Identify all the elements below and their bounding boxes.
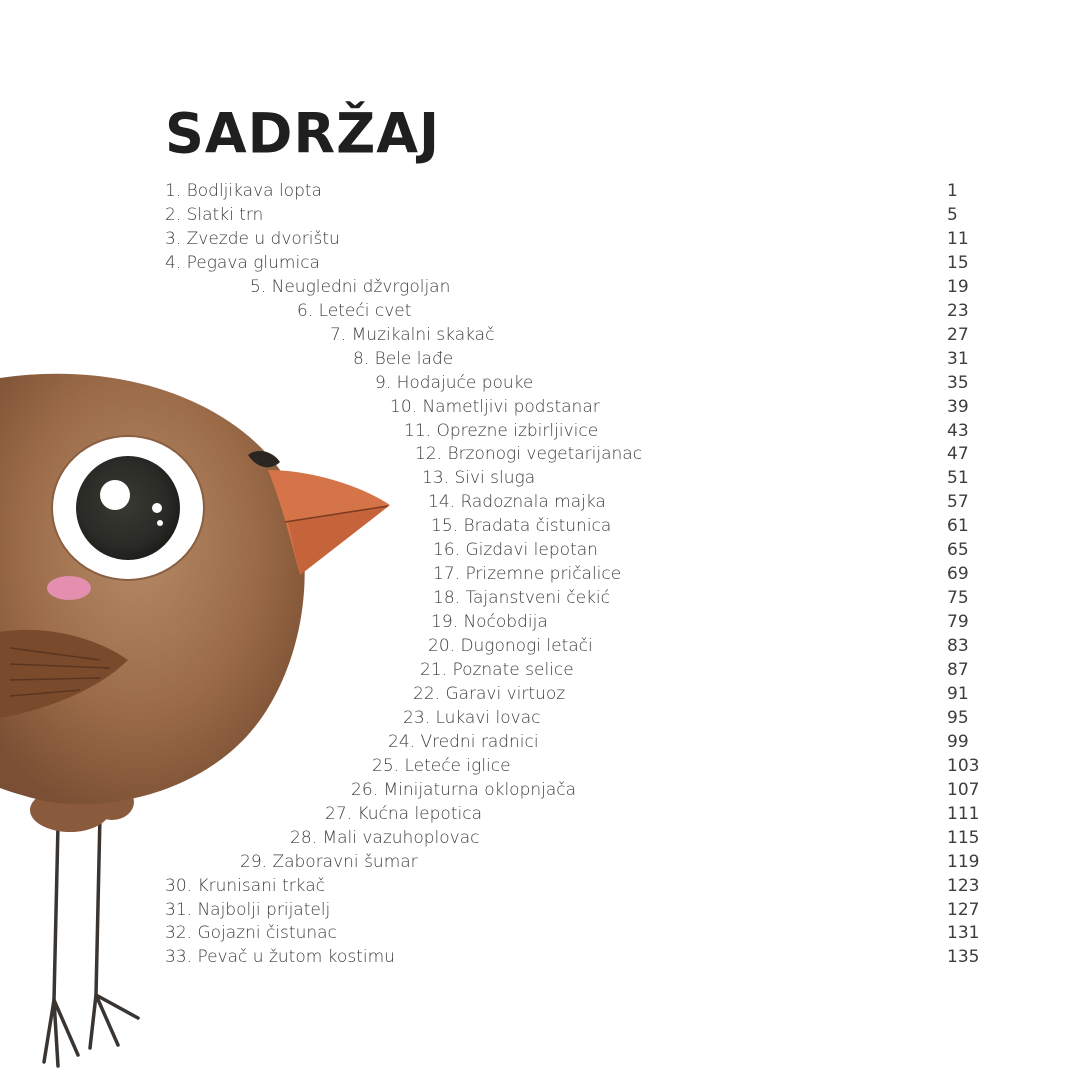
toc-entry-page-number: 111 <box>947 803 980 824</box>
toc-entry-title: 18. Tajanstveni čekić <box>433 588 611 609</box>
toc-entry-title: 21. Poznate selice <box>420 660 574 680</box>
toc-entry-title: 13. Sivi sluga <box>422 468 536 489</box>
toc-entry-title: 6. Leteći cvet <box>297 300 412 321</box>
toc-entry-page-number: 135 <box>947 947 980 968</box>
toc-entry-title: 15. Bradata čistunica <box>431 516 612 537</box>
toc-entry-page-number: 47 <box>947 444 969 465</box>
toc-entry-page-number: 51 <box>947 468 969 489</box>
toc-entry-page-number: 27 <box>947 324 969 345</box>
toc-entry-title: 22. Garavi virtuoz <box>413 683 566 704</box>
toc-entry-title: 16. Gizdavi lepotan <box>433 540 598 561</box>
toc-entry-title: 27. Kućna lepotica <box>325 803 482 824</box>
toc-entry-page-number: 107 <box>947 779 980 800</box>
toc-entry-page-number: 5 <box>947 204 958 225</box>
toc-entry-page-number: 99 <box>947 731 969 752</box>
toc-entry-title: 7. Muzikalni skakač <box>330 324 495 345</box>
toc-entry-page-number: 19 <box>947 276 969 297</box>
toc-entry-title: 29. Zaboravni šumar <box>240 851 418 872</box>
toc-entry-title: 17. Prizemne pričalice <box>433 564 622 585</box>
toc-entry-page-number: 79 <box>947 612 969 633</box>
toc-entry-title: 2. Slatki trn <box>165 204 264 225</box>
toc-entry-title: 28. Mali vazuhoplovac <box>290 827 480 848</box>
toc-entry-page-number: 23 <box>947 300 969 321</box>
toc-entry-page-number: 91 <box>947 683 969 704</box>
toc-entry-title: 33. Pevač u žutom kostimu <box>165 947 395 968</box>
toc-entry-title: 32. Gojazni čistunac <box>165 923 337 944</box>
toc-entry-page-number: 87 <box>947 660 969 680</box>
toc-entry-title: 24. Vredni radnici <box>388 731 539 752</box>
toc-entry-title: 9. Hodajuće pouke <box>375 372 534 393</box>
toc-entry-page-number: 123 <box>947 875 980 896</box>
toc-entry-title: 5. Neugledni džvrgoljan <box>250 276 451 297</box>
toc-entry-page-number: 131 <box>947 923 980 944</box>
toc-entry-title: 10. Nametljivi podstanar <box>390 396 600 417</box>
toc-entry-page-number: 103 <box>947 755 980 776</box>
toc-entry-title: 19. Noćobdija <box>431 612 548 633</box>
toc-entry-title: 4. Pegava glumica <box>165 252 320 273</box>
toc-entry-page-number: 127 <box>947 899 980 920</box>
toc-entry-page-number: 35 <box>947 372 969 393</box>
toc-entry-title: 3. Zvezde u dvorištu <box>165 228 340 249</box>
toc-entry-page-number: 75 <box>947 588 969 609</box>
toc-entry-title: 14. Radoznala majka <box>428 492 606 513</box>
toc-entry-page-number: 95 <box>947 707 969 728</box>
toc-entry-title: 1. Bodljikava lopta <box>165 181 322 201</box>
toc-entry-page-number: 61 <box>947 516 969 537</box>
page-title: SADRŽAJ <box>165 101 441 166</box>
toc-entry-title: 8. Bele lađe <box>353 348 454 369</box>
toc-entry-page-number: 69 <box>947 564 969 585</box>
toc-entry-page-number: 31 <box>947 348 969 369</box>
toc-entry-title: 12. Brzonogi vegetarijanac <box>415 444 643 465</box>
toc-entry-title: 26. Minijaturna oklopnjača <box>351 779 577 800</box>
toc-entry-title: 20. Dugonogi letači <box>428 636 593 657</box>
toc-entry-page-number: 15 <box>947 252 969 273</box>
toc-entry-page-number: 57 <box>947 492 969 513</box>
toc-entry-page-number: 43 <box>947 420 969 441</box>
toc-entry-title: 23. Lukavi lovac <box>403 707 541 728</box>
toc-entry-page-number: 11 <box>947 228 969 249</box>
toc-entry-page-number: 119 <box>947 851 980 872</box>
toc-entry-title: 31. Najbolji prijatelj <box>165 899 331 920</box>
toc-entry-page-number: 115 <box>947 827 980 848</box>
toc-entry-title: 11. Oprezne izbirljivice <box>404 420 599 441</box>
toc-entry-page-number: 83 <box>947 636 969 657</box>
toc-entry-title: 30. Krunisani trkač <box>165 875 325 896</box>
toc-entry-title: 25. Leteće iglice <box>372 755 511 776</box>
toc-entry-page-number: 65 <box>947 540 969 561</box>
toc-entry-page-number: 1 <box>947 181 958 201</box>
toc-entry-page-number: 39 <box>947 396 969 417</box>
